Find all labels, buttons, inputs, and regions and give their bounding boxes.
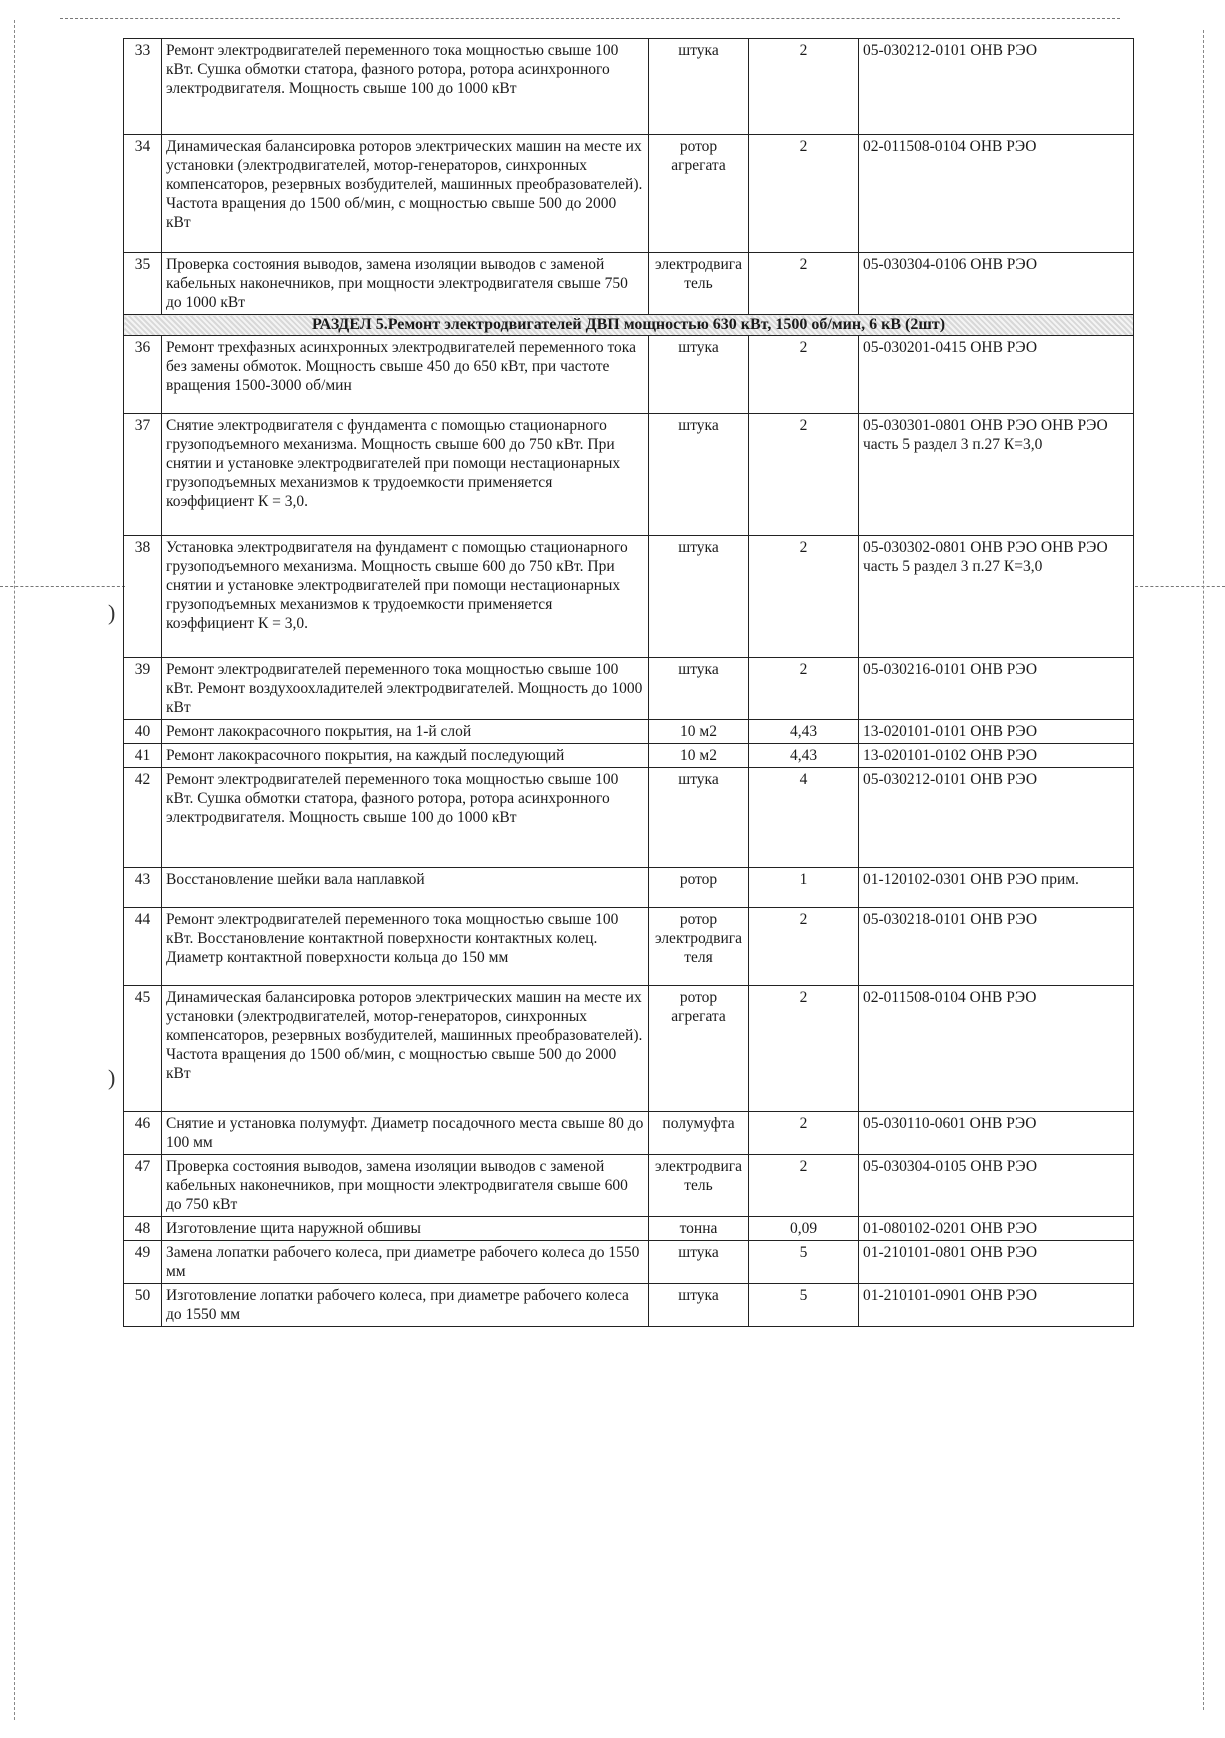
norm-code: 05-030301-0801 ОНВ РЭО ОНВ РЭО часть 5 раздел 3 п.27 К=3,0 (859, 414, 1134, 536)
row-number: 39 (124, 658, 162, 720)
unit-of-measure: 10 м2 (649, 720, 749, 744)
work-description: Установка электродвигателя на фундамент с помощью стационарного грузоподъемного механизма. Мощность свыше 600 до 750 кВт. При снятии и установке электродвигателей при помощи нестационарных грузоподъемных механизмов к трудоемкости применяется коэффициент К = 3,0. (162, 536, 649, 658)
section-header-row (124, 315, 1134, 336)
table-row (124, 868, 1134, 908)
row-number: 33 (124, 39, 162, 135)
unit-of-measure: полумуфта (649, 1112, 749, 1155)
unit-of-measure: штука (649, 414, 749, 536)
unit-of-measure: штука (649, 1284, 749, 1327)
quantity: 4,43 (749, 720, 859, 744)
norm-code: 05-030212-0101 ОНВ РЭО (859, 39, 1134, 135)
table-row (124, 986, 1134, 1112)
norm-code: 13-020101-0101 ОНВ РЭО (859, 720, 1134, 744)
row-number: 46 (124, 1112, 162, 1155)
row-number: 48 (124, 1217, 162, 1241)
quantity: 1 (749, 868, 859, 908)
norm-code: 02-011508-0104 ОНВ РЭО (859, 135, 1134, 253)
row-number: 47 (124, 1155, 162, 1217)
row-number: 40 (124, 720, 162, 744)
row-number: 42 (124, 768, 162, 868)
row-number: 38 (124, 536, 162, 658)
table-row (124, 658, 1134, 720)
work-description: Ремонт лакокрасочного покрытия, на каждый последующий (162, 744, 649, 768)
unit-of-measure: тонна (649, 1217, 749, 1241)
unit-of-measure: электродвига тель (649, 253, 749, 315)
unit-of-measure: 10 м2 (649, 744, 749, 768)
table-row (124, 414, 1134, 536)
norm-code: 01-210101-0801 ОНВ РЭО (859, 1241, 1134, 1284)
unit-of-measure: ротор электродвига теля (649, 908, 749, 986)
section-title: РАЗДЕЛ 5.Ремонт электродвигателей ДВП мощностью 630 кВт, 1500 об/мин, 6 кВ (2шт) (124, 315, 1134, 336)
quantity: 2 (749, 39, 859, 135)
work-description: Динамическая балансировка роторов электрических машин на месте их установки (электродвигателей, мотор-генераторов, синхронных компенсаторов, резервных возбудителей, машинных преобразователей). Частота вращения до 1500 об/мин, с мощностью свыше 500 до 2000 кВт (162, 135, 649, 253)
work-description: Ремонт электродвигателей переменного тока мощностью свыше 100 кВт. Сушка обмотки статора, фазного ротора, ротора асинхронного электродвигателя. Мощность свыше 100 до 1000 кВт (162, 39, 649, 135)
norm-code: 13-020101-0102 ОНВ РЭО (859, 744, 1134, 768)
table-row (124, 336, 1134, 414)
table-row (124, 720, 1134, 744)
row-number: 35 (124, 253, 162, 315)
scan-edge-line (60, 18, 1120, 19)
work-description: Ремонт электродвигателей переменного тока мощностью свыше 100 кВт. Ремонт воздухоохладителей электродвигателей. Мощность до 1000 кВт (162, 658, 649, 720)
table-row (124, 1241, 1134, 1284)
quantity: 2 (749, 336, 859, 414)
quantity: 2 (749, 135, 859, 253)
table-row (124, 1155, 1134, 1217)
works-table (123, 38, 1134, 1327)
quantity: 2 (749, 253, 859, 315)
unit-of-measure: штука (649, 536, 749, 658)
unit-of-measure: штука (649, 768, 749, 868)
work-description: Ремонт трехфазных асинхронных электродвигателей переменного тока без замены обмоток. Мощность свыше 450 до 650 кВт, при частоте вращения 1500-3000 об/мин (162, 336, 649, 414)
norm-code: 05-030212-0101 ОНВ РЭО (859, 768, 1134, 868)
unit-of-measure: штука (649, 658, 749, 720)
scan-left-edge (14, 20, 15, 1720)
scan-fold-line-right (1135, 586, 1225, 587)
quantity: 0,09 (749, 1217, 859, 1241)
works-table-body (124, 39, 1134, 1327)
norm-code: 05-030304-0105 ОНВ РЭО (859, 1155, 1134, 1217)
unit-of-measure: ротор (649, 868, 749, 908)
row-number: 43 (124, 868, 162, 908)
quantity: 5 (749, 1284, 859, 1327)
quantity: 2 (749, 1155, 859, 1217)
table-row (124, 135, 1134, 253)
table-row (124, 1112, 1134, 1155)
work-description: Динамическая балансировка роторов электрических машин на месте их установки (электродвигателей, мотор-генераторов, синхронных компенсаторов, резервных возбудителей, машинных преобразователей). Частота вращения до 1500 об/мин, с мощностью свыше 500 до 2000 кВт (162, 986, 649, 1112)
norm-code: 05-030216-0101 ОНВ РЭО (859, 658, 1134, 720)
quantity: 2 (749, 414, 859, 536)
row-number: 37 (124, 414, 162, 536)
work-description: Ремонт лакокрасочного покрытия, на 1-й слой (162, 720, 649, 744)
norm-code: 01-120102-0301 ОНВ РЭО прим. (859, 868, 1134, 908)
quantity: 4 (749, 768, 859, 868)
row-number: 49 (124, 1241, 162, 1284)
punch-hole-mark: ) (108, 600, 116, 625)
norm-code: 05-030110-0601 ОНВ РЭО (859, 1112, 1134, 1155)
quantity: 2 (749, 658, 859, 720)
work-description: Проверка состояния выводов, замена изоляции выводов с заменой кабельных наконечников, при мощности электродвигателя свыше 600 до 750 кВт (162, 1155, 649, 1217)
work-description: Замена лопатки рабочего колеса, при диаметре рабочего колеса до 1550 мм (162, 1241, 649, 1284)
table-row (124, 253, 1134, 315)
table-row (124, 1217, 1134, 1241)
quantity: 2 (749, 986, 859, 1112)
table-row (124, 39, 1134, 135)
unit-of-measure: штука (649, 1241, 749, 1284)
quantity: 5 (749, 1241, 859, 1284)
norm-code: 05-030201-0415 ОНВ РЭО (859, 336, 1134, 414)
row-number: 45 (124, 986, 162, 1112)
unit-of-measure: ротор агрегата (649, 986, 749, 1112)
row-number: 50 (124, 1284, 162, 1327)
unit-of-measure: ротор агрегата (649, 135, 749, 253)
table-row (124, 908, 1134, 986)
norm-code: 05-030302-0801 ОНВ РЭО ОНВ РЭО часть 5 раздел 3 п.27 К=3,0 (859, 536, 1134, 658)
table-row (124, 744, 1134, 768)
norm-code: 02-011508-0104 ОНВ РЭО (859, 986, 1134, 1112)
row-number: 44 (124, 908, 162, 986)
work-description: Изготовление лопатки рабочего колеса, при диаметре рабочего колеса до 1550 мм (162, 1284, 649, 1327)
unit-of-measure: штука (649, 336, 749, 414)
norm-code: 01-210101-0901 ОНВ РЭО (859, 1284, 1134, 1327)
norm-code: 05-030218-0101 ОНВ РЭО (859, 908, 1134, 986)
work-description: Изготовление щита наружной обшивы (162, 1217, 649, 1241)
table-row (124, 768, 1134, 868)
work-description: Ремонт электродвигателей переменного тока мощностью свыше 100 кВт. Сушка обмотки статора, фазного ротора, ротора асинхронного электродвигателя. Мощность свыше 100 до 1000 кВт (162, 768, 649, 868)
work-description: Снятие электродвигателя с фундамента с помощью стационарного грузоподъемного механизма. Мощность свыше 600 до 750 кВт. При снятии и установке электродвигателей при помощи нестационарных грузоподъемных механизмов к трудоемкости применяется коэффициент К = 3,0. (162, 414, 649, 536)
table-row (124, 1284, 1134, 1327)
work-description: Ремонт электродвигателей переменного тока мощностью свыше 100 кВт. Восстановление контактной поверхности контактных колец. Диаметр контактной поверхности кольца до 150 мм (162, 908, 649, 986)
punch-hole-mark: ) (108, 1065, 116, 1090)
row-number: 41 (124, 744, 162, 768)
quantity: 4,43 (749, 744, 859, 768)
unit-of-measure: электродвига тель (649, 1155, 749, 1217)
quantity: 2 (749, 908, 859, 986)
norm-code: 01-080102-0201 ОНВ РЭО (859, 1217, 1134, 1241)
row-number: 36 (124, 336, 162, 414)
scan-right-edge (1203, 30, 1204, 1710)
scan-fold-line-left (0, 586, 125, 587)
norm-code: 05-030304-0106 ОНВ РЭО (859, 253, 1134, 315)
work-description: Восстановление шейки вала наплавкой (162, 868, 649, 908)
table-row (124, 536, 1134, 658)
quantity: 2 (749, 1112, 859, 1155)
row-number: 34 (124, 135, 162, 253)
unit-of-measure: штука (649, 39, 749, 135)
work-description: Проверка состояния выводов, замена изоляции выводов с заменой кабельных наконечников, при мощности электродвигателя свыше 750 до 1000 кВт (162, 253, 649, 315)
quantity: 2 (749, 536, 859, 658)
work-description: Снятие и установка полумуфт. Диаметр посадочного места свыше 80 до 100 мм (162, 1112, 649, 1155)
